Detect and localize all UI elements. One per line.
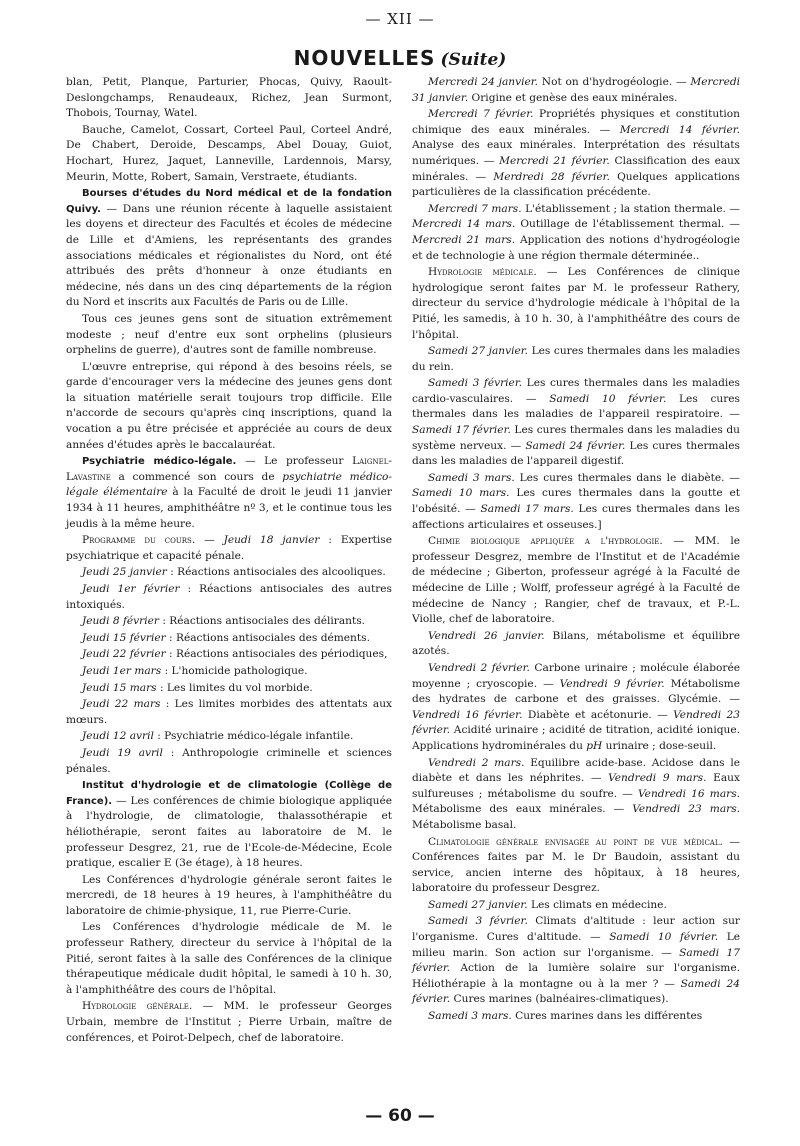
paragraph — [412, 898, 740, 914]
section-title: Chimie biologique appliquée a l'hydrologie. — [428, 535, 663, 548]
paragraph-text: Métabolisme des eaux minérales. — — [412, 803, 633, 816]
paragraph-text: — MM. le professeur Desgrez, membre de l'Institut et de l'Académie de médecine ; Giberton, professeur agrégé à la Faculté de médecine de Lille ; Wolff, professeur agrégé à la Faculté de médecine de Nancy ; Rangier, chef de travaux, et P.-L. Violle, chef de laboratoire. — [412, 535, 740, 626]
paragraph-text: Origine et genèse des eaux minérales. — [468, 91, 678, 104]
date: Mercredi 7 février. — [428, 108, 534, 121]
paragraph — [66, 778, 392, 872]
date: Jeudi 18 janvier — [223, 534, 320, 547]
paragraph-text: Carbone urinaire ; molécule élaborée moyenne ; cryoscopie. — — [412, 661, 740, 690]
separator: — — [195, 534, 224, 547]
program-item — [66, 681, 392, 697]
date: Samedi 3 février. — [428, 915, 528, 928]
date: Samedi 10 mars. — [412, 487, 510, 500]
section-title: Psychiatrie médico-légale. — [82, 456, 237, 468]
left-column — [66, 75, 392, 1047]
paragraph — [412, 914, 740, 1008]
date: Samedi 24 février. — [412, 977, 741, 1006]
date: Vendredi 16 février. — [412, 708, 523, 721]
roman-page-number: — XII — — [365, 10, 435, 28]
date: Samedi 3 mars. — [428, 1010, 512, 1023]
section-title: Programme du cours. — [82, 534, 196, 547]
date: Jeudi 15 mars — [82, 681, 157, 694]
date: Mercredi 14 février. — [619, 123, 740, 136]
date: Samedi 24 février. — [525, 439, 626, 452]
date: Jeudi 22 mars — [82, 698, 161, 711]
date: Vendredi 23 mars. — [632, 803, 741, 816]
date: Jeudi 15 février — [82, 631, 166, 644]
paragraph-text: — MM. le professeur Georges Urbain, membre de l'Institut ; Pierre Urbain, maître de conférences, et Poirot-Delpech, chef de laboratoire. — [66, 1000, 392, 1044]
paragraph-text: : Réactions antisociales des autres intoxiqués. — [66, 583, 392, 611]
paragraph-text: : Réactions antisociales des délirants. — [158, 615, 366, 628]
paragraph-text: Propriétés physiques et constitution chimique des eaux minérales. — — [412, 108, 740, 136]
paragraph-text: Métabolisme basal. — [412, 818, 517, 831]
paragraph-text: à la Faculté de droit le jeudi 11 janvier 1934 à 11 heures, amphithéâtre nº 3, et le continue tous les jeudis à la même heure. — [66, 486, 392, 530]
paragraph-text: : Expertise psychiatrique et capacité pénale. — [66, 534, 392, 562]
paragraph-text: urinaire ; dose-seuil. — [602, 739, 717, 752]
date: Merdredi 28 février. — [493, 170, 610, 183]
paragraph-text: — Dans une réunion récente à laquelle assistaient les doyens et directeur des Facultés et écoles de médecine de Lille et d'Amiens, les représentants des grandes associations médicales et régionalistes du Nord, ont été attribués des prêts d'honneur à onze étudiants en médecine, nés dans un des cinq départements de la région du Nord et inscrits aux Facultés de Paris ou de Lille. — [66, 202, 392, 309]
paragraph: blan, Petit, Planque, Parturier, Phocas, Quivy, Raoult-Deslongchamps, Renaudeaux, Richez, Jean Surmont, Thobois, Tournay, Watel. — [66, 76, 392, 120]
date: Vendredi 9 février. — [559, 677, 665, 690]
date: Jeudi 19 avril — [82, 746, 163, 759]
paragraph-text: Diabète et acétonurie. — — [522, 708, 674, 721]
paragraph — [66, 533, 392, 564]
paragraph — [412, 202, 740, 264]
paragraph-text: — Les conférences de chimie biologique appliquée à l'hydrologie, de climatologie, thalassothérapie et héliothérapie, seront faites au laboratoire de M. le professeur Desgrez, 21, rue de l'Ecole-de-Médecine, Ecole pratique, escalier E (3e étage), à 18 heures. — [66, 794, 392, 870]
paragraph-text: : Les limites du vol morbide. — [156, 681, 313, 694]
paragraph — [412, 344, 740, 375]
professor-name: Laignel-Lavastine — [66, 455, 392, 483]
paragraph-text: Cures marines (balnéaires-climatiques). — [450, 993, 669, 1006]
paragraph-text: Equilibre acide-base. Acidose dans le diabète et dans les néphrites. — — [412, 756, 740, 785]
paragraph-text: Métabolisme des hydrates de carbone et des graisses. Glycémie. — — [412, 677, 740, 706]
paragraph-text: Analyse des eaux minérales. Interprétation des résultats numériques. — — [412, 139, 740, 167]
paragraph — [412, 376, 740, 470]
section-title: Institut d'hydrologie et de climatologie (Collège de France). — [66, 780, 392, 807]
program-item — [66, 664, 392, 680]
paragraph-text: Les cures thermales dans les maladies de l'appareil respiratoire. — — [412, 392, 740, 421]
paragraph — [66, 186, 392, 311]
date: Vendredi 26 janvier. — [428, 629, 545, 642]
paragraph-text: Climats d'altitude : leur action sur l'organisme. Cures d'altitude. — — [412, 915, 740, 944]
page-number: — 60 — — [365, 1106, 435, 1126]
paragraph-text: Cures marines dans les différentes — [511, 1010, 703, 1023]
heading-subtitle: (Suite) — [440, 50, 507, 70]
paragraph-text: Classification des eaux minérales. — — [412, 154, 740, 183]
date: Mercredi 24 janvier. — [428, 76, 539, 88]
date: Mercredi 31 janvier. — [412, 76, 741, 104]
paragraph — [412, 756, 740, 834]
date: Jeudi 25 janvier — [82, 566, 167, 579]
paragraph-text: Les cures thermales dans les affections articulaires et osseuses.] — [412, 503, 740, 531]
section-title: Hydrologie médicale. — [428, 266, 537, 279]
paragraph-text: Bilans, métabolisme et équilibre azotés. — [412, 629, 740, 658]
section-heading — [0, 46, 800, 70]
paragraph: Les Conférences d'hydrologie médicale de M. le professeur Rathery, directeur du service à l'hôpital de la Pitié, seront faites à la salle des Conférences de la clinique thérapeutique médicale dudit hôpital, le samedi à 10 h. 30, à l'amphithéâtre des cours de l'hôpital. — [66, 921, 392, 996]
paragraph-text: Outillage de l'établissement thermal. — — [515, 218, 741, 231]
paragraph — [412, 75, 740, 106]
date: Mercredi 21 février. — [499, 154, 610, 167]
date: Jeudi 22 février — [82, 648, 166, 661]
paragraph-text: : Réactions antisociales des alcooliques. — [166, 566, 386, 579]
paragraph — [66, 999, 392, 1046]
right-column — [412, 75, 740, 1026]
course-name: psychiatrie médico-légale élémentaire — [66, 470, 392, 499]
paragraph-text: Les cures thermales dans la goutte et l'obésité. — — [412, 487, 741, 516]
paragraph — [412, 107, 740, 201]
paragraph-text: — Le professeur — [236, 455, 353, 468]
date: Samedi 17 février. — [412, 946, 740, 975]
section-title: Bourses d'études du Nord médical et de la fondation Quivy. — [66, 188, 392, 215]
date: Samedi 27 janvier. — [428, 345, 529, 358]
date: Vendredi 16 mars. — [638, 787, 740, 800]
paragraph-text: : Anthropologie criminelle et sciences pénales. — [66, 746, 392, 775]
paragraph-text: Eaux sulfureuses ; métabolisme du soufre. — — [412, 772, 740, 800]
paragraph-text: a commencé son cours de — [110, 470, 283, 483]
date: Jeudi 12 avril — [82, 730, 154, 743]
date: Mercredi 21 mars. — [412, 233, 516, 246]
date: Mercredi 14 mars. — [412, 218, 516, 231]
date: Samedi 10 février. — [549, 392, 667, 405]
paragraph-text: Les cures thermales dans les maladies du rein. — [412, 345, 741, 373]
paragraph-text: — Conférences faites par M. le Dr Baudoin, assistant du service, ancien interne des hôpitaux, à 18 heures, laboratoire du professeur Desgrez. — [412, 835, 740, 895]
paragraph: Tous ces jeunes gens sont de situation extrêmement modeste ; neuf d'entre eux sont orphelins (plusieurs orphelins de guerre), d'autres sont de famille nombreuse. — [66, 312, 392, 357]
date: Samedi 27 janvier. — [428, 898, 528, 911]
section-title: Climatologie générale envisagée au point de vue médical. — [428, 835, 723, 848]
date: Samedi 3 février. — [428, 377, 523, 390]
date: Samedi 17 février. — [412, 424, 511, 437]
paragraph-text: : L'homicide pathologique. — [161, 664, 308, 677]
paragraph-text: Le milieu marin. Son action sur l'organisme. — — [412, 931, 740, 959]
heading-title: NOUVELLES — [293, 46, 436, 70]
paragraph-text: Action de la lumière solaire sur l'organisme. Héliothérapie à la montagne ou à la mer ? — — [412, 962, 740, 990]
paragraph-text: Quelques applications particulières de la classification précédente. — [412, 170, 740, 199]
program-item — [66, 565, 392, 581]
paragraph — [66, 454, 392, 532]
date: Samedi 10 février. — [609, 931, 719, 944]
paragraph: Bauche, Camelot, Cossart, Corteel Paul, Corteel André, De Chabert, Deroide, Descamps, Abel Douay, Guiot, Hochart, Hurez, Jaquet, Lanneville, Lardennois, Marsy, Meurin, Motte, Robert, Samain, Verstraete, étudiants. — [66, 123, 392, 183]
paragraph — [412, 265, 740, 343]
paragraph-text: : Les limites morbides des attentats aux mœurs. — [66, 698, 392, 726]
date: Jeudi 1er mars — [82, 664, 162, 677]
date: Vendredi 23 février. — [412, 708, 740, 737]
date: Samedi 17 mars. — [480, 503, 574, 516]
paragraph-text: Not on d'hydrogéologie. — — [538, 76, 691, 88]
program-item — [66, 631, 392, 647]
paragraph: L'œuvre entreprise, qui répond à des besoins réels, se garde d'encourager vers la médecine des jeunes gens dont la situation matérielle serait toujours trop difficile. Elle n'accorde de secours qu'après cinq inscriptions, quand la vocation a pu être précisée et appréciée au cours de deux années d'études après le baccalauréat. — [66, 360, 392, 451]
paragraph-text: Les cures thermales dans les maladies cardio-vasculaires. — — [412, 377, 740, 405]
paragraph — [412, 1009, 740, 1025]
paragraph-text: L'établissement ; la station thermale. — — [521, 202, 740, 215]
paragraph-text: : Réactions antisociales des périodiques, — [165, 648, 388, 661]
paragraph-text: Application des notions d'hydrogéologie et de technologie à une région thermale déterminée.. — [412, 233, 740, 262]
paragraph-text: Les climats en médecine. — [527, 898, 667, 911]
date: Samedi 3 mars. — [428, 471, 515, 484]
program-list — [66, 565, 392, 777]
paragraph-text: Les cures thermales dans les maladies du système nerveux. — — [412, 424, 740, 452]
date: Jeudi 8 février — [82, 615, 159, 628]
date: Jeudi 1er février — [82, 583, 180, 595]
date: Vendredi 2 mars. — [428, 756, 525, 769]
paragraph: Les Conférences d'hydrologie générale seront faites le mercredi, de 18 heures à 19 heures, à l'amphithéâtre du laboratoire de chimie-physique, 11, rue Pierre-Curie. — [66, 873, 392, 917]
paragraph-text: Les cures thermales dans les maladies de l'appareil digestif. — [412, 439, 740, 468]
paragraph — [412, 629, 740, 660]
program-item — [66, 729, 392, 745]
paragraph-text: Acidité urinaire ; acidité de titration, acidité ionique. Applications hydrominérales du — [412, 724, 740, 752]
paragraph-text: Les cures thermales dans le diabète. — — [514, 471, 740, 484]
paragraph — [412, 534, 740, 628]
date: Mercredi 7 mars. — [428, 202, 522, 215]
ph-symbol: pH — [586, 739, 603, 752]
program-item — [66, 647, 392, 663]
paragraph — [412, 661, 740, 755]
paragraph-text: : Psychiatrie médico-légale infantile. — [153, 730, 354, 743]
program-item — [66, 582, 392, 613]
program-item — [66, 614, 392, 630]
paragraph — [412, 835, 740, 897]
paragraph-text: — Les Conférences de clinique hydrologique seront faites par M. le professeur Rathery, directeur du service d'hydrologie médicale à l'hôpital de la Pitié, les samedis, à 10 h. 30, à l'amphithéâtre des cours de l'hôpital. — [412, 266, 740, 341]
paragraph — [412, 471, 740, 533]
program-item — [66, 697, 392, 728]
section-title: Hydrologie générale. — [82, 1000, 193, 1013]
date: Vendredi 2 février. — [428, 661, 530, 674]
paragraph-text: : Réactions antisociales des déments. — [165, 631, 370, 644]
date: Vendredi 9 mars. — [608, 772, 707, 785]
program-item — [66, 746, 392, 777]
